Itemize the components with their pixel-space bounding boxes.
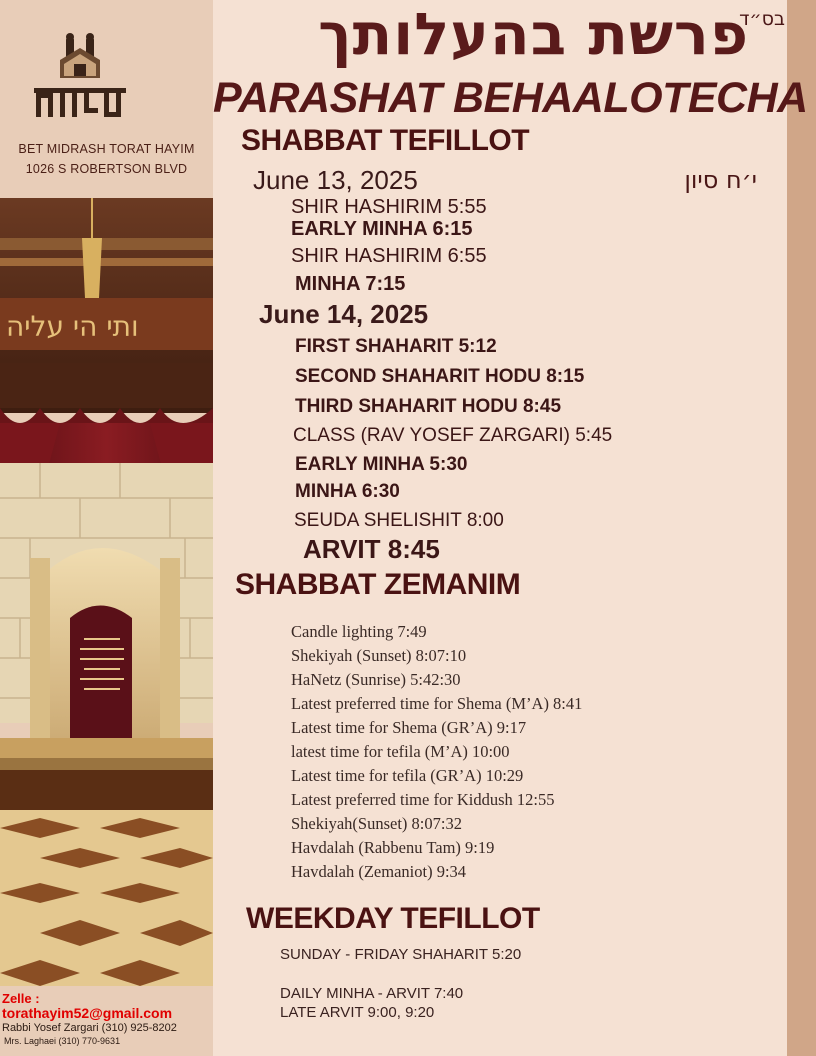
torat-hayim-logo-icon — [30, 30, 130, 125]
rabbi-phone: Rabbi Yosef Zargari (310) 925-8202 — [2, 1022, 177, 1034]
contact-block — [0, 990, 213, 1056]
secondary-phone: Mrs. Laghaei (310) 770-9631 — [4, 1036, 121, 1046]
sanctuary-image — [0, 198, 213, 986]
saturday-item: EARLY MINHA 5:30 — [295, 454, 468, 475]
zemanim-item: HaNetz (Sunrise) 5:42:30 — [291, 670, 461, 689]
weekday-item: LATE ARVIT 9:00, 9:20 — [280, 1004, 435, 1021]
saturday-date: June 14, 2025 — [259, 299, 429, 329]
parasha-hebrew-title: פרשת בהעלותך — [318, 0, 749, 68]
zemanim-item: latest time for tefila (M’A) 10:00 — [291, 742, 510, 761]
parasha-english-title: PARASHAT BEHAALOTECHA — [213, 74, 808, 122]
friday-item: EARLY MINHA 6:15 — [291, 218, 473, 240]
shabbat-tefillot-heading: SHABBAT TEFILLOT — [241, 124, 530, 157]
saturday-item: CLASS (RAV YOSEF ZARGARI) 5:45 — [293, 425, 613, 446]
svg-text:ותי הי עליה: ותי הי עליה — [6, 310, 139, 343]
right-decorative-strip — [787, 0, 816, 1056]
saturday-item: FIRST SHAHARIT 5:12 — [295, 336, 497, 357]
org-address: 1026 S ROBERTSON BLVD — [25, 162, 188, 176]
bsd-mark: בס״ד — [739, 8, 785, 30]
saturday-item: SEUDA SHELISHIT 8:00 — [294, 510, 504, 531]
friday-date: June 13, 2025 — [253, 165, 418, 195]
zemanim-item: Latest time for tefila (GR’A) 10:29 — [291, 766, 524, 785]
friday-item: MINHA 7:15 — [295, 273, 406, 295]
hebrew-date: י׳ח סיון — [684, 166, 757, 194]
weekday-item: SUNDAY - FRIDAY SHAHARIT 5:20 — [280, 946, 522, 963]
zemanim-item: Latest time for Shema (GR’A) 9:17 — [291, 718, 527, 737]
weekday-item: DAILY MINHA - ARVIT 7:40 — [280, 985, 464, 1002]
saturday-item: SECOND SHAHARIT HODU 8:15 — [295, 366, 585, 387]
zemanim-item: Shekiyah(Sunset) 8:07:32 — [291, 814, 462, 833]
saturday-item: MINHA 6:30 — [295, 481, 400, 502]
zemanim-item: Havdalah (Zemaniot) 9:34 — [291, 862, 467, 881]
zelle-email-link[interactable]: torathayim52@gmail.com — [2, 1005, 173, 1021]
shabbat-zemanim-heading: SHABBAT ZEMANIM — [235, 568, 521, 601]
friday-item: SHIR HASHIRIM 5:55 — [291, 196, 487, 218]
org-name: BET MIDRASH TORAT HAYIM — [18, 142, 195, 156]
zelle-label: Zelle : — [2, 991, 40, 1006]
main-content — [213, 0, 808, 1056]
saturday-item: THIRD SHAHARIT HODU 8:45 — [295, 396, 562, 417]
zemanim-item: Shekiyah (Sunset) 8:07:10 — [291, 646, 467, 665]
zemanim-item: Havdalah (Rabbenu Tam) 9:19 — [291, 838, 495, 857]
zemanim-item: Latest preferred time for Shema (M’A) 8:41 — [291, 694, 583, 713]
friday-item: SHIR HASHIRIM 6:55 — [291, 245, 487, 267]
zemanim-item: Candle lighting 7:49 — [291, 622, 427, 641]
weekday-tefillot-heading: WEEKDAY TEFILLOT — [246, 902, 540, 935]
left-column — [0, 0, 213, 1056]
zemanim-item: Latest preferred time for Kiddush 12:55 — [291, 790, 555, 809]
saturday-item: ARVIT 8:45 — [303, 534, 440, 564]
